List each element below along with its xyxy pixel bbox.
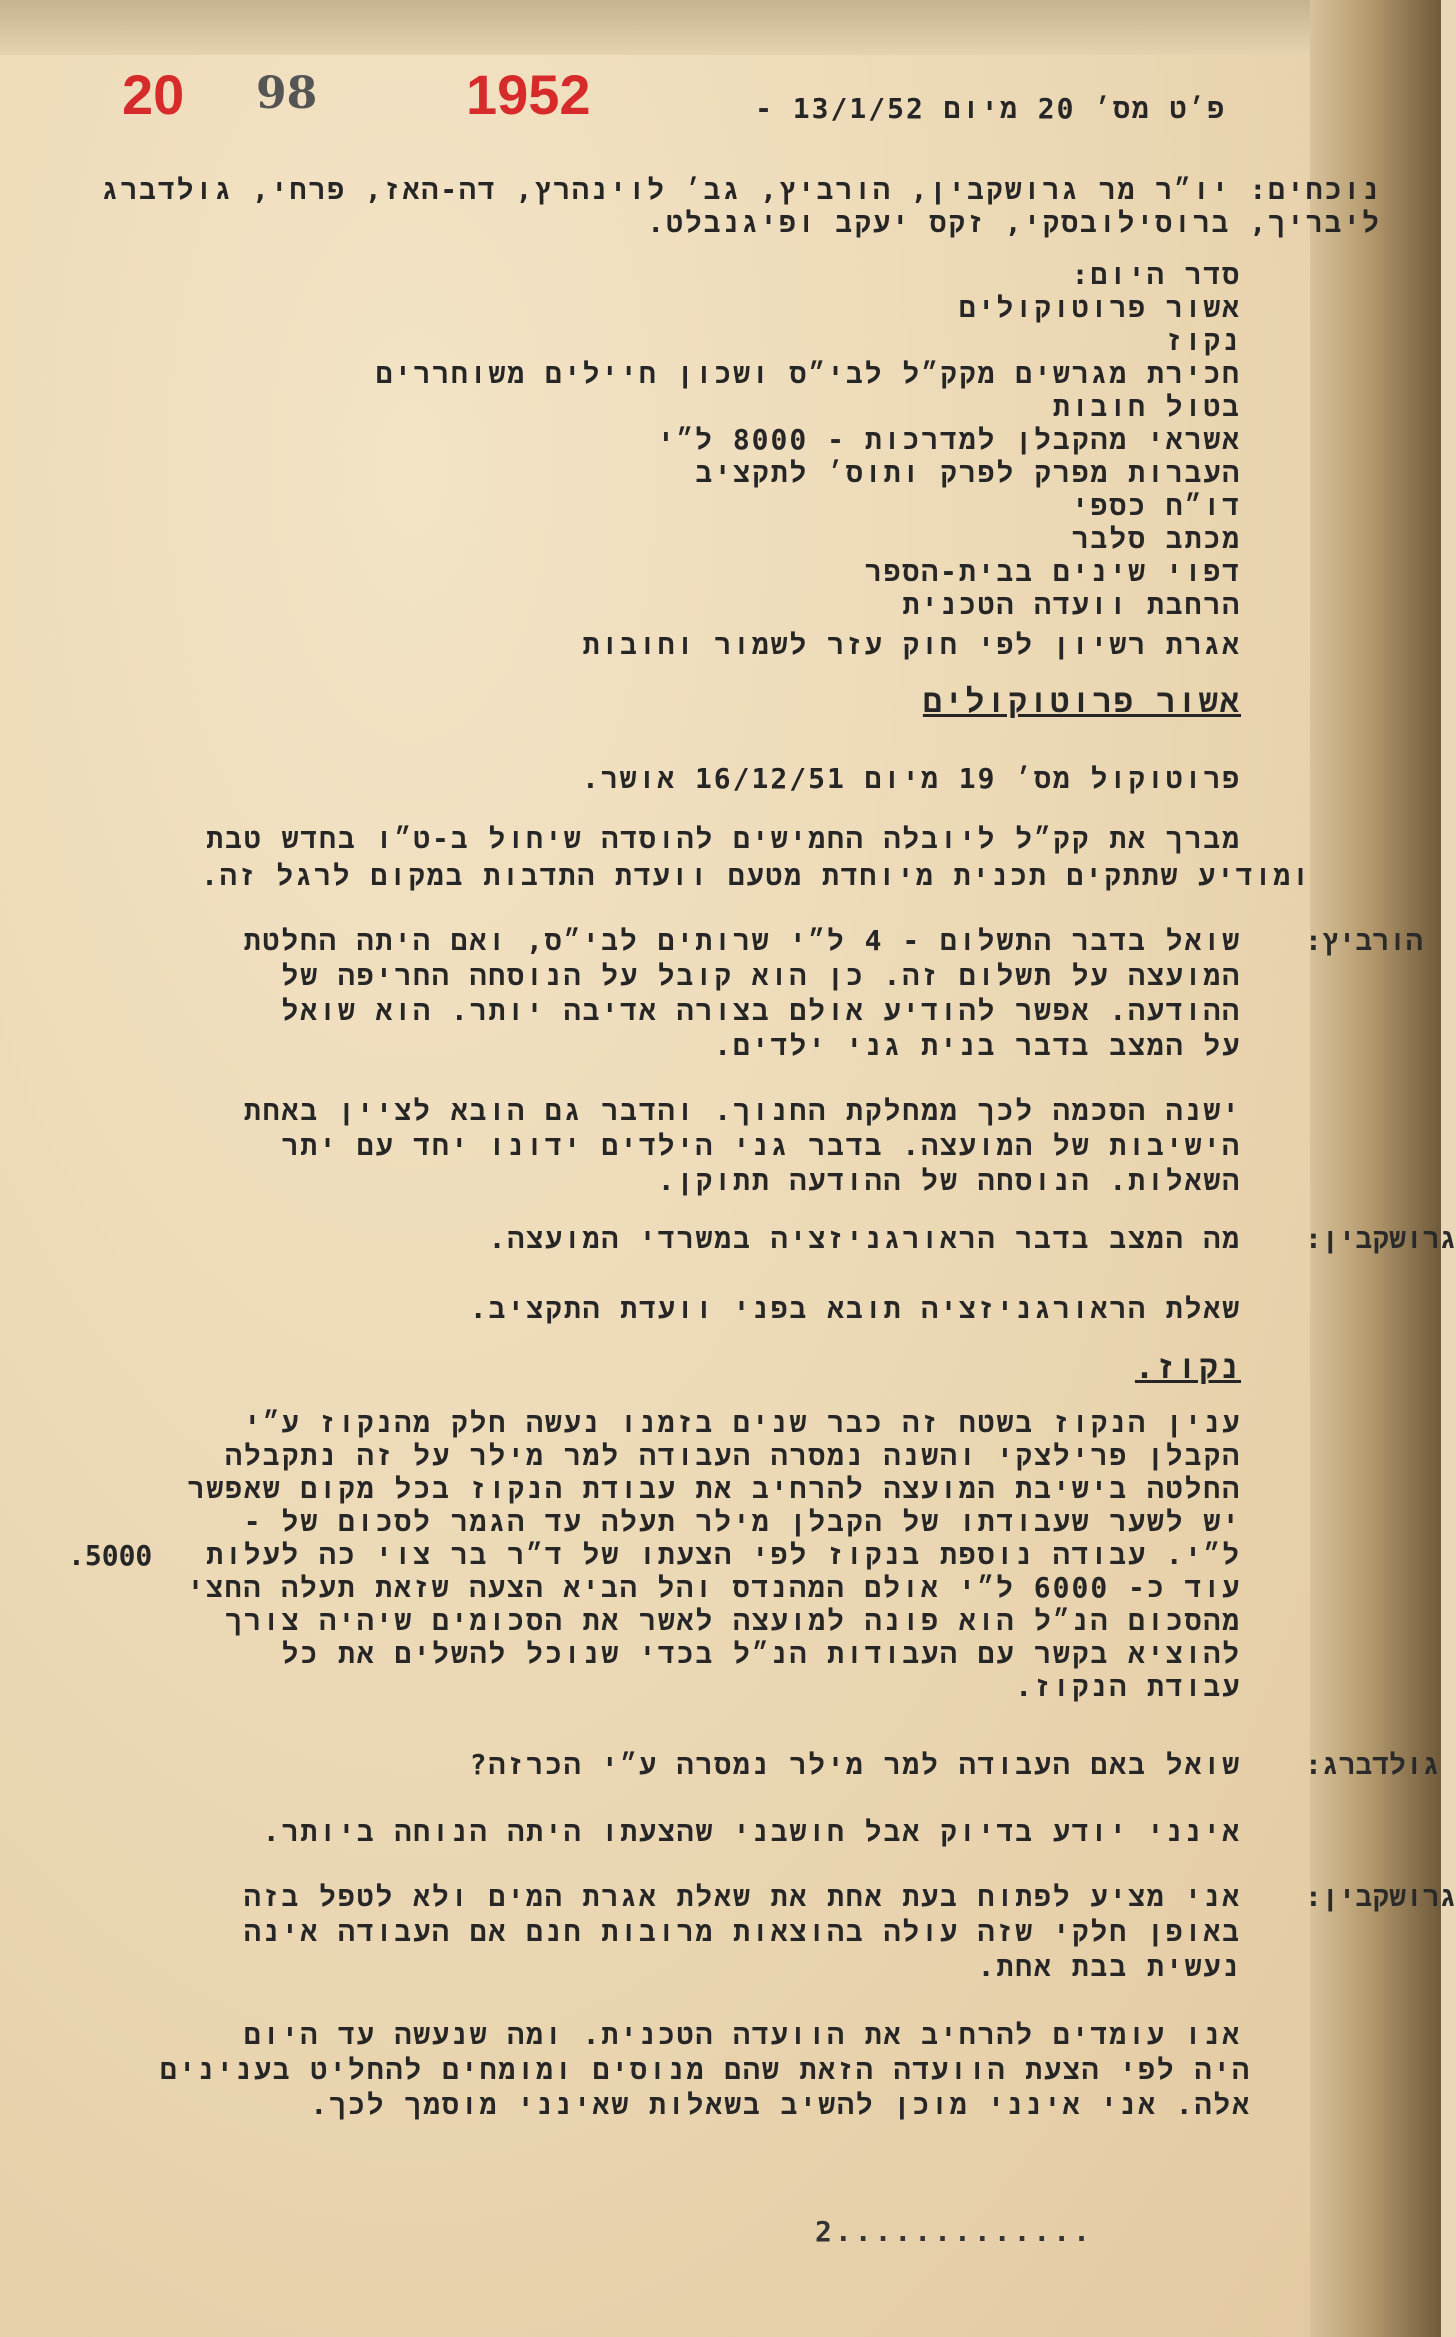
paragraph-line: ומודיע שתתקים תכנית מיוחדת מטעם וועדת התדבות במקום לרגל זה. [201, 859, 1311, 892]
section-heading-drainage: נקוז. [1134, 1348, 1241, 1386]
agenda-item: אשראי מהקבלן למדרכות - 8000 ל״י [657, 423, 1241, 456]
agenda-item: אגרת רשיון לפי חוק עזר לשמור וחובות [582, 628, 1241, 661]
section-heading-protocols: אשור פרוטוקולים [922, 682, 1241, 720]
paragraph-line: השאלות. הנוסחה של ההודעה תתוקן. [657, 1164, 1241, 1197]
archive-stamp-year: 1952 [466, 63, 591, 126]
paragraph-line: הישיבות של המועצה. בדבר גני הילדים ידונו יחד עם יתר [281, 1129, 1241, 1162]
archive-stamp-folder: 98 [256, 68, 318, 119]
paragraph-line: אנו עומדים להרחיב את הוועדה הטכנית. ומה שנעשה עד היום [243, 2018, 1241, 2051]
archive-stamp-number: 20 [122, 63, 185, 126]
paragraph-line: היה לפי הצעת הוועדה הזאת שהם מנוסים ומומחים להחליט בענינים [159, 2053, 1251, 2086]
paragraph-line: ענין הנקוז בשטח זה כבר שנים בזמנו נעשה חלק מהנקוז ע״י [243, 1406, 1241, 1439]
paragraph-line: על המצב בדבר בנית גני ילדים. [714, 1029, 1241, 1062]
paragraph-line: נעשית בבת אחת. [977, 1950, 1241, 1983]
agenda-item: חכירת מגרשים מקק״ל לבי״ס ושכון חיילים משוחררים [375, 357, 1241, 390]
paragraph-line: עבודת הנקוז. [1015, 1670, 1241, 1703]
paragraph-line: אינני יודע בדיוק אבל חושבני שהצעתו היתה הנוחה ביותר. [262, 1815, 1241, 1848]
paragraph-line: עוד כ- 6000 ל״י אולם המהנדס והל הביא הצעה שזאת תעלה החצי [187, 1571, 1241, 1604]
page-top-edge [0, 0, 1441, 55]
paragraph-line: שואל באם העבודה למר מילר נמסרה ע״י הכרזה? [469, 1748, 1241, 1781]
agenda-item: הרחבת וועדה הטכנית [902, 588, 1241, 621]
agenda-item: דו״ח כספי [1071, 489, 1241, 522]
agenda-item: דפוי שינים בבית-הספר [864, 555, 1241, 588]
page-footer: 2............. [815, 2215, 1094, 2248]
paragraph-line: אלה. אני אינני מוכן להשיב בשאלות שאינני מוסמך לכך. [310, 2088, 1251, 2121]
protocol-header: פ׳ט מס׳ 20 מיום 13/1/52 - [755, 92, 1226, 125]
agenda-item: מכתב סלבר [1071, 522, 1241, 555]
protocol-approved: פרוטוקול מס׳ 19 מיום 16/12/51 אושר. [582, 762, 1241, 795]
paragraph-line: הקבלן פרילצקי והשנה נמסרה העבודה למר מילר על זה נתקבלה [225, 1439, 1241, 1472]
paragraph-line: ל״י. עבודה נוספת בנקוז לפי הצעתו של ד״ר בר צוי כה לעלות [206, 1538, 1241, 1571]
paragraph-line: מהסכום הנ״ל הוא פונה למועצה לאשר את הסכומים שיהיה צורך [225, 1604, 1241, 1637]
agenda-item: נקוז [1165, 324, 1241, 357]
agenda-title: סדר היום: [1071, 258, 1241, 291]
paragraph-line: להוציא בקשר עם העבודות הנ״ל בכדי שנוכל להשלים את כל [281, 1637, 1241, 1670]
agenda-item: אשור פרוטוקולים [958, 291, 1241, 324]
speaker-label: הורביץ: [1305, 924, 1423, 957]
paragraph-line: המועצה על תשלום זה. כן הוא קובל על הנוסחה החריפה של [281, 959, 1241, 992]
paragraph-line: ההודעה. אפשר להודיע אולם בצורה אדיבה יותר. הוא שואל [281, 994, 1241, 1027]
speaker-label [1305, 2018, 1456, 2053]
paragraph-line: שואל בדבר התשלום - 4 ל״י שרותים לבי״ס, ואם היתה החלטת [243, 924, 1241, 957]
speaker-label: גרושקבין: [1305, 1222, 1456, 1255]
attendees-line-2: ליבריך, ברוסילובסקי, זקס יעקב ופיגנבלט. [647, 206, 1381, 239]
agenda-item: בטול חובות [1052, 390, 1241, 423]
paragraph-line: מה המצב בדבר הראורגניזציה במשרדי המועצה. [488, 1222, 1241, 1255]
amount-margin: 5000. [68, 1539, 153, 1572]
paragraph-line: החלטה בישיבת המועצה להרחיב את עבודת הנקוז בכל מקום שאפשר [187, 1472, 1241, 1505]
paragraph-line: מברך את קק״ל ליובלה החמישים להוסדה שיחול ב-ט״ו בחדש טבת [206, 822, 1241, 855]
paragraph-line: יש לשער שעבודתו של הקבלן מילר תעלה עד הגמר לסכום של - [243, 1505, 1241, 1538]
attendees-line-1: נוכחים: יו״ר מר גרושקבין, הורביץ, גב׳ לוינהרץ, דה-האז, פרחי, גולדברג [101, 173, 1381, 206]
paragraph-line: שאלת הראורגניזציה תובא בפני וועדת התקציב. [469, 1292, 1241, 1325]
paragraph-line: אני מציע לפתוח בעת אחת את שאלת אגרת המים ולא לטפל בזה [243, 1880, 1241, 1913]
paragraph-line: באופן חלקי שזה עולה בהוצאות מרובות חנם אם העבודה אינה [243, 1915, 1241, 1948]
speaker-label: גרושקבין: [1305, 1880, 1456, 1913]
page-right-edge [1310, 0, 1441, 2337]
speaker-label: גולדברג: [1305, 1748, 1440, 1781]
agenda-item: העברות מפרק לפרק ותוס׳ לתקציב [695, 456, 1241, 489]
paragraph-line: ישנה הסכמה לכך ממחלקת החנוך. והדבר גם הובא לציין באחת [243, 1094, 1241, 1127]
